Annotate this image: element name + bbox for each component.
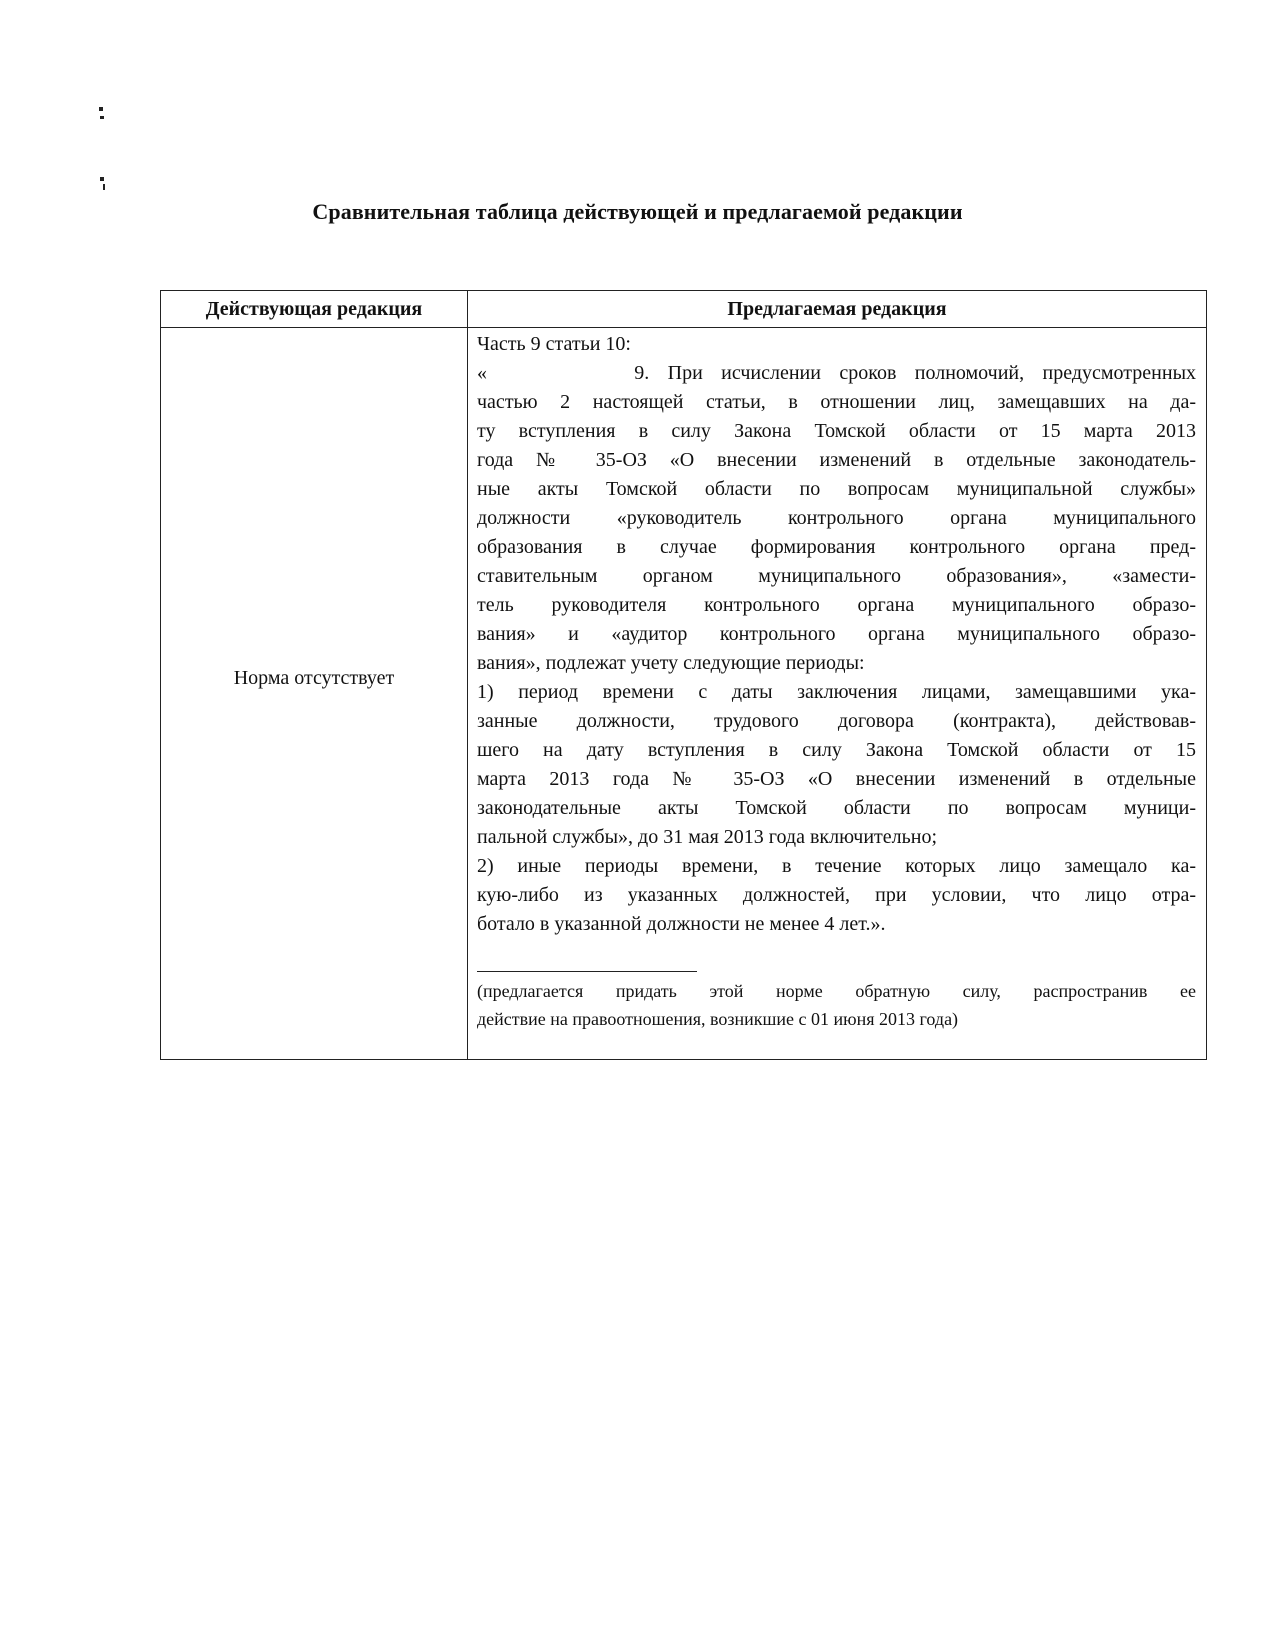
- text-line: года № 35-ОЗ «О внесении изменений в отдельные законодатель-: [477, 449, 1196, 471]
- text-line: занные должности, трудового договора (контракта), действовав-: [477, 710, 1196, 732]
- footnote-rule: [477, 971, 697, 972]
- header-divider: [161, 327, 1206, 328]
- text-line: частью 2 настоящей статьи, в отношении лиц, замещавших на да-: [477, 391, 1196, 413]
- page-title: Сравнительная таблица действующей и предлагаемой редакции: [312, 199, 963, 224]
- comparison-table: [160, 290, 1207, 1060]
- header-current-edition: Действующая редакция: [205, 298, 423, 320]
- scan-mark: [100, 177, 104, 181]
- proposed-edition-cell: [477, 330, 1196, 939]
- text-line: вания» и «аудитор контрольного органа муниципального образо-: [477, 623, 1196, 645]
- text-line: ту вступления в силу Закона Томской области от 15 марта 2013: [477, 420, 1196, 442]
- text-line: 1) период времени с даты заключения лицами, замещавшими ука-: [477, 681, 1196, 703]
- text-line: ставительным органом муниципального образования», «замести-: [477, 565, 1196, 587]
- text-line: образования в случае формирования контрольного органа пред-: [477, 536, 1196, 558]
- text-line: вания», подлежат учету следующие периоды:: [477, 652, 865, 674]
- text-line: « 9. При исчислении сроков полномочий, предусмотренных: [477, 362, 1196, 384]
- current-edition-cell: Норма отсутствует: [233, 667, 395, 689]
- footnote: [477, 977, 1196, 1033]
- text-line: марта 2013 года № 35-ОЗ «О внесении изменений в отдельные: [477, 768, 1196, 790]
- scan-mark: [100, 116, 104, 119]
- scan-mark: [103, 184, 105, 190]
- footnote-line: (предлагается придать этой норме обратную силу, распространив ее: [477, 981, 1196, 1001]
- scan-mark: [99, 107, 103, 111]
- header-proposed-edition: Предлагаемая редакция: [727, 298, 947, 320]
- text-line: законодательные акты Томской области по вопросам муници-: [477, 797, 1196, 819]
- text-line: 2) иные периоды времени, в течение которых лицо замещало ка-: [477, 855, 1196, 877]
- column-divider: [467, 291, 468, 1059]
- text-line: тель руководителя контрольного органа муниципального образо-: [477, 594, 1196, 616]
- text-line: шего на дату вступления в силу Закона Томской области от 15: [477, 739, 1196, 761]
- text-line: ботало в указанной должности не менее 4 лет.».: [477, 913, 886, 935]
- text-line: пальной службы», до 31 мая 2013 года включительно;: [477, 826, 938, 848]
- footnote-line: действие на правоотношения, возникшие с 01 июня 2013 года): [477, 1009, 959, 1029]
- text-line: кую-либо из указанных должностей, при условии, что лицо отра-: [477, 884, 1196, 906]
- text-line: ные акты Томской области по вопросам муниципальной службы»: [477, 478, 1196, 500]
- text-line: Часть 9 статьи 10:: [477, 333, 631, 355]
- text-line: должности «руководитель контрольного органа муниципального: [477, 507, 1196, 529]
